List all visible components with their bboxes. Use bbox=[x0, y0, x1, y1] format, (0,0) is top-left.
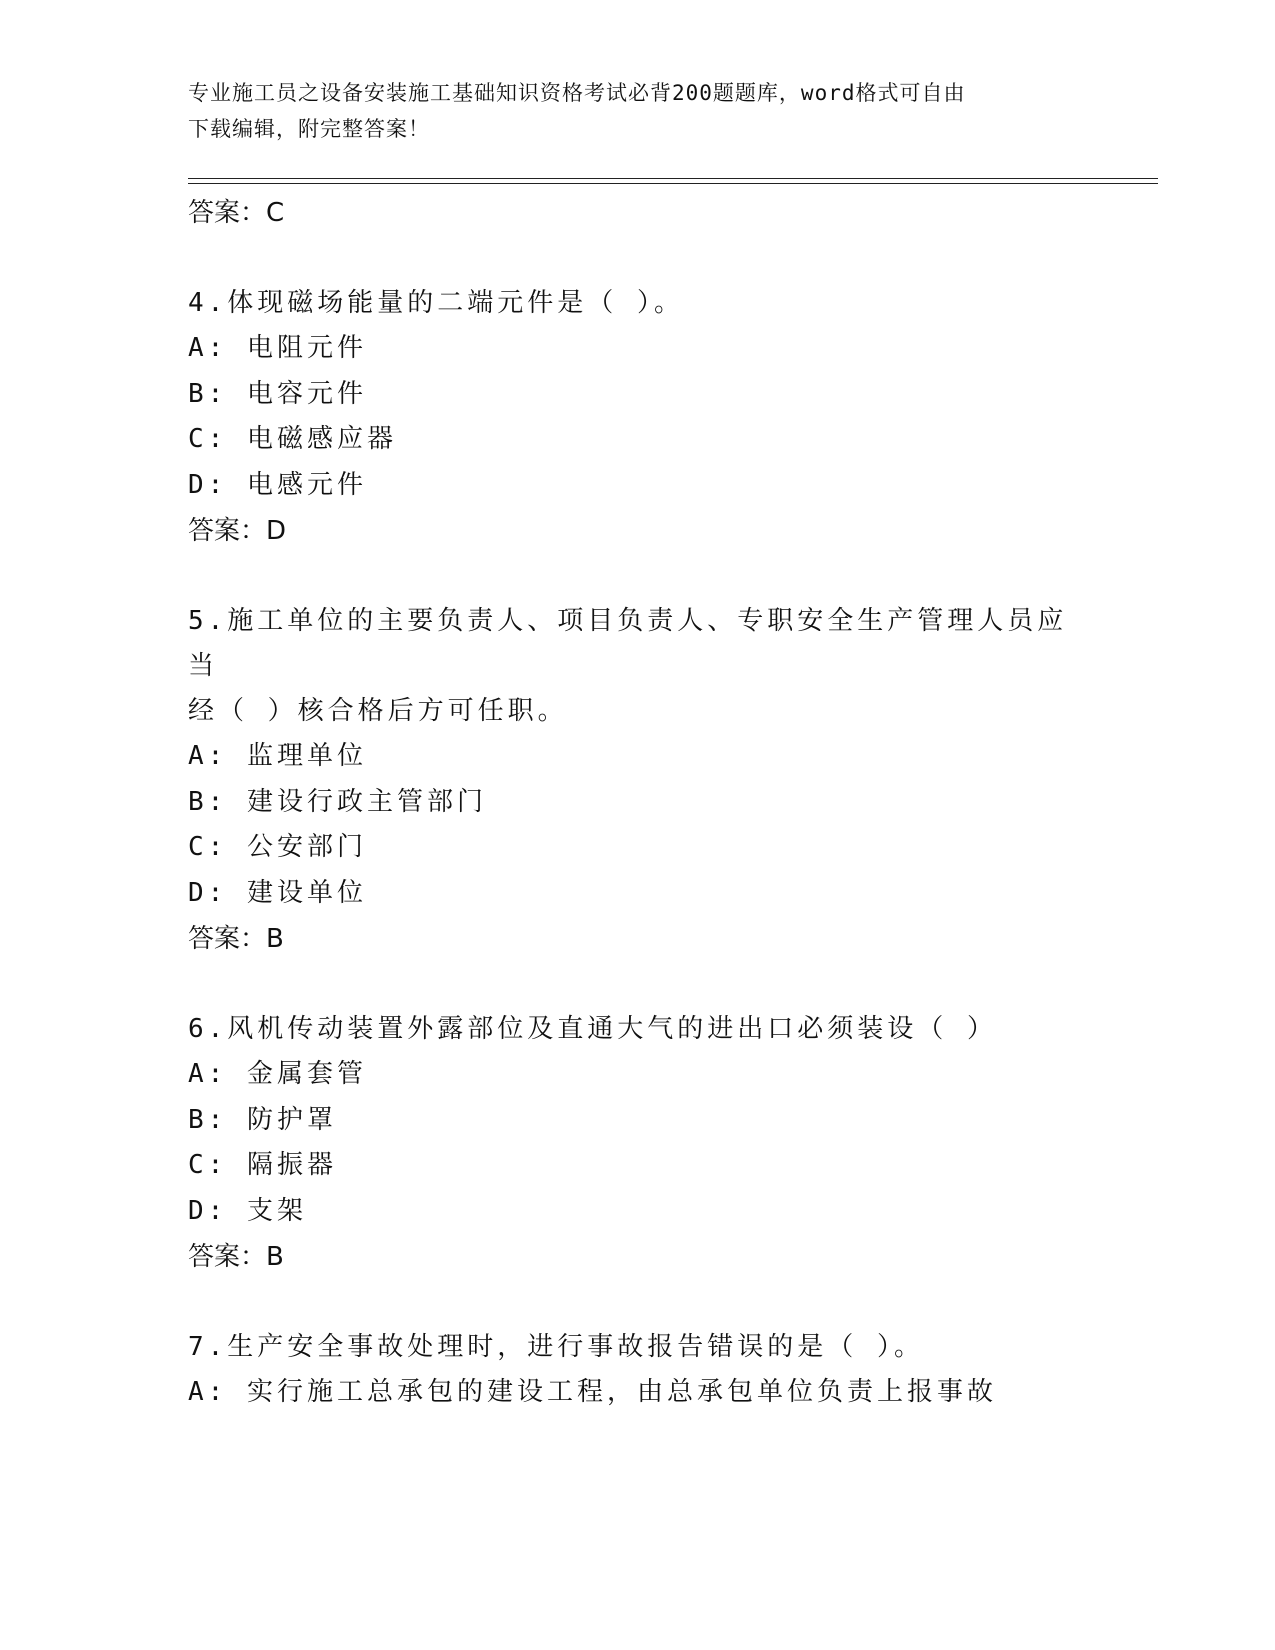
question-list bbox=[188, 190, 1088, 1416]
spacer bbox=[188, 962, 1088, 1007]
option-a: A: 电阻元件 bbox=[188, 333, 367, 363]
question-text: 7.生产安全事故处理时，进行事故报告错误的是（ ）。 bbox=[188, 1332, 924, 1362]
question-text-line-1: 5.施工单位的主要负责人、项目负责人、专职安全生产管理人员应当 bbox=[188, 606, 1068, 681]
question-text: 6.风机传动装置外露部位及直通大气的进出口必须装设（ ） bbox=[188, 1014, 997, 1044]
option-d: D: 电感元件 bbox=[188, 469, 367, 500]
document-header bbox=[188, 75, 1068, 147]
header-divider-bottom bbox=[188, 183, 1158, 184]
question-7 bbox=[188, 1325, 1088, 1416]
option-c: C: 公安部门 bbox=[188, 832, 367, 862]
option-b: B: 电容元件 bbox=[188, 378, 367, 409]
question-text: 4.体现磁场能量的二端元件是（ ）。 bbox=[188, 288, 684, 318]
option-a: A: 金属套管 bbox=[188, 1059, 367, 1089]
question-text-line-2: 经（ ）核合格后方可任职。 bbox=[188, 696, 568, 726]
spacer bbox=[188, 1280, 1088, 1325]
spacer bbox=[188, 236, 1088, 281]
spacer bbox=[188, 554, 1088, 599]
question-5 bbox=[188, 599, 1088, 962]
option-c: C: 电磁感应器 bbox=[188, 424, 397, 454]
answer-q3: 答案：C bbox=[188, 198, 285, 228]
option-a: A: 监理单位 bbox=[188, 741, 367, 771]
header-line-1: 专业施工员之设备安装施工基础知识资格考试必背200题题库，word格式可自由 bbox=[188, 81, 966, 105]
answer: 答案：B bbox=[188, 1242, 284, 1272]
option-d: D: 建设单位 bbox=[188, 877, 367, 908]
header-divider-top bbox=[188, 178, 1158, 179]
option-d: D: 支架 bbox=[188, 1195, 307, 1226]
answer: 答案：B bbox=[188, 924, 284, 954]
option-b: B: 防护罩 bbox=[188, 1104, 337, 1135]
option-a: A: 实行施工总承包的建设工程，由总承包单位负责上报事故 bbox=[188, 1377, 997, 1407]
question-6 bbox=[188, 1007, 1088, 1280]
option-b: B: 建设行政主管部门 bbox=[188, 786, 487, 817]
question-4 bbox=[188, 281, 1088, 554]
option-c: C: 隔振器 bbox=[188, 1150, 337, 1180]
answer: 答案：D bbox=[188, 516, 287, 546]
header-line-2: 下载编辑，附完整答案！ bbox=[188, 117, 430, 141]
